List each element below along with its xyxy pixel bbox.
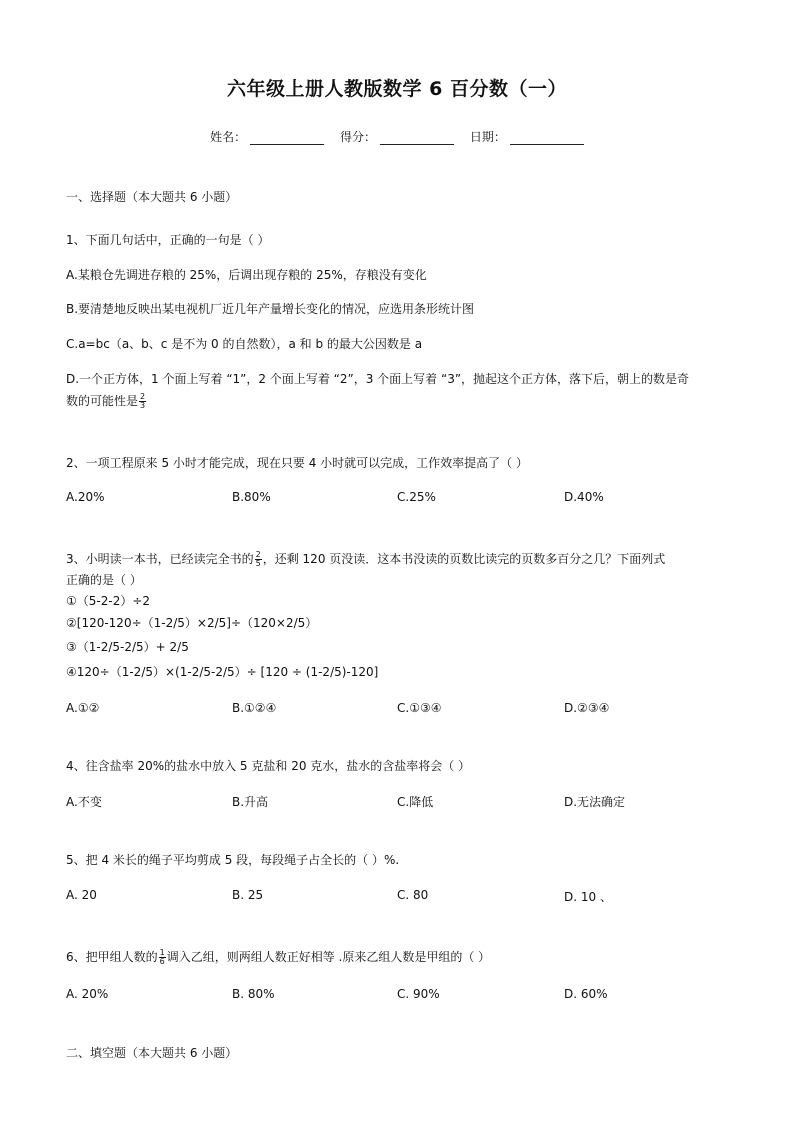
q3-fraction-denominator: 5 <box>255 559 261 568</box>
score-field[interactable] <box>340 128 454 145</box>
q2-option-c[interactable]: C.25% <box>397 490 436 504</box>
q1-option-d-line2[interactable] <box>66 393 147 410</box>
q1-option-c[interactable]: C.a=bc（a、b、c 是不为 0 的自然数），a 和 b 的最大公因数是 a <box>66 337 423 351</box>
q3-stem-part1: 3、小明读一本书，已经读完全书的 <box>66 552 254 566</box>
section-heading-choice: 一、选择题（本大题共 6 小题） <box>66 190 238 204</box>
q6-fraction <box>159 949 166 966</box>
q6-option-d[interactable]: D. 60% <box>564 987 608 1001</box>
q3-fraction-numerator: 2 <box>255 550 261 559</box>
q3-stem-line1 <box>66 551 665 568</box>
q3-option-a[interactable]: A.①② <box>66 701 100 715</box>
q4-option-a[interactable]: A.不变 <box>66 795 102 809</box>
q6-option-c[interactable]: C. 90% <box>397 987 440 1001</box>
q1-stem: 1、下面几句话中，正确的一句是（ ） <box>66 233 270 247</box>
q2-option-b[interactable]: B.80% <box>232 490 271 504</box>
q2-option-d[interactable]: D.40% <box>564 490 604 504</box>
q5-option-b[interactable]: B. 25 <box>232 888 264 902</box>
q5-option-c[interactable]: C. 80 <box>397 888 429 902</box>
q6-stem-part2: 调入乙组，则两组人数正好相等 .原来乙组人数是甲组的（ ） <box>166 950 491 964</box>
q4-option-b[interactable]: B.升高 <box>232 795 269 809</box>
q1-option-d-line1[interactable]: D.一个正方体，1 个面上写着 “1”，2 个面上写着 “2”，3 个面上写着 “3”，抛起这个正方体，落下后，朝上的数是奇 <box>66 372 690 386</box>
q1-option-d-text: 数的可能性是 <box>66 394 139 408</box>
q4-option-c[interactable]: C.降低 <box>397 795 434 809</box>
q5-option-d[interactable]: D. 10 、 <box>564 890 612 904</box>
q3-option-b[interactable]: B.①②④ <box>232 701 277 715</box>
q3-fraction <box>255 551 262 568</box>
q2-option-a[interactable]: A.20% <box>66 490 105 504</box>
date-label: 日期： <box>469 130 506 144</box>
q6-stem-part1: 6、把甲组人数的 <box>66 950 158 964</box>
name-label: 姓名： <box>210 130 247 144</box>
q3-expression-4: ④120÷（1-2/5）×(1-2/5-2/5）÷ [120 ÷ (1-2/5)-120] <box>66 665 379 679</box>
q3-option-c[interactable]: C.①③④ <box>397 701 442 715</box>
q6-fraction-denominator: 6 <box>159 957 165 966</box>
student-info-fields <box>0 128 794 145</box>
date-field[interactable] <box>470 128 584 145</box>
q5-option-a[interactable]: A. 20 <box>66 888 97 902</box>
q2-stem: 2、一项工程原来 5 小时才能完成，现在只要 4 小时就可以完成，工作效率提高了（ ） <box>66 456 528 470</box>
score-label: 得分： <box>339 130 376 144</box>
q1-fraction <box>139 393 146 410</box>
q3-stem-part2: ，还剩 120 页没读．这本书没读的页数比读完的页数多百分之几？下面列式 <box>262 552 666 566</box>
q6-option-a[interactable]: A. 20% <box>66 987 109 1001</box>
q3-option-d[interactable]: D.②③④ <box>564 701 610 715</box>
q6-fraction-numerator: 1 <box>159 948 165 957</box>
q4-stem: 4、往含盐率 20%的盐水中放入 5 克盐和 20 克水，盐水的含盐率将会（ ） <box>66 759 471 773</box>
q6-option-b[interactable]: B. 80% <box>232 987 275 1001</box>
score-blank[interactable] <box>380 132 454 145</box>
q1-fraction-denominator: 3 <box>140 401 146 410</box>
section-heading-fill-blank: 二、填空题（本大题共 6 小题） <box>66 1046 238 1060</box>
q1-option-b[interactable]: B.要清楚地反映出某电视机厂近几年产量增长变化的情况，应选用条形统计图 <box>66 302 475 316</box>
q3-stem-line2: 正确的是（ ） <box>66 573 142 587</box>
q6-stem <box>66 949 490 966</box>
q5-stem: 5、把 4 米长的绳子平均剪成 5 段，每段绳子占全长的（ ）%. <box>66 853 400 867</box>
q4-option-d[interactable]: D.无法确定 <box>564 795 626 809</box>
page-title: 六年级上册人教版数学 6 百分数（一） <box>227 78 567 100</box>
date-blank[interactable] <box>510 132 584 145</box>
q3-expression-2: ②[120-120÷（1-2/5）×2/5]÷（120×2/5） <box>66 616 318 630</box>
q1-fraction-numerator: 2 <box>140 392 146 401</box>
name-field[interactable] <box>210 128 324 145</box>
q3-expression-3: ③（1-2/5-2/5）+ 2/5 <box>66 640 189 654</box>
name-blank[interactable] <box>250 132 324 145</box>
q3-expression-1: ①（5-2-2）÷2 <box>66 594 151 608</box>
q1-option-a[interactable]: A.某粮仓先调进存粮的 25%，后调出现存粮的 25%，存粮没有变化 <box>66 268 427 282</box>
